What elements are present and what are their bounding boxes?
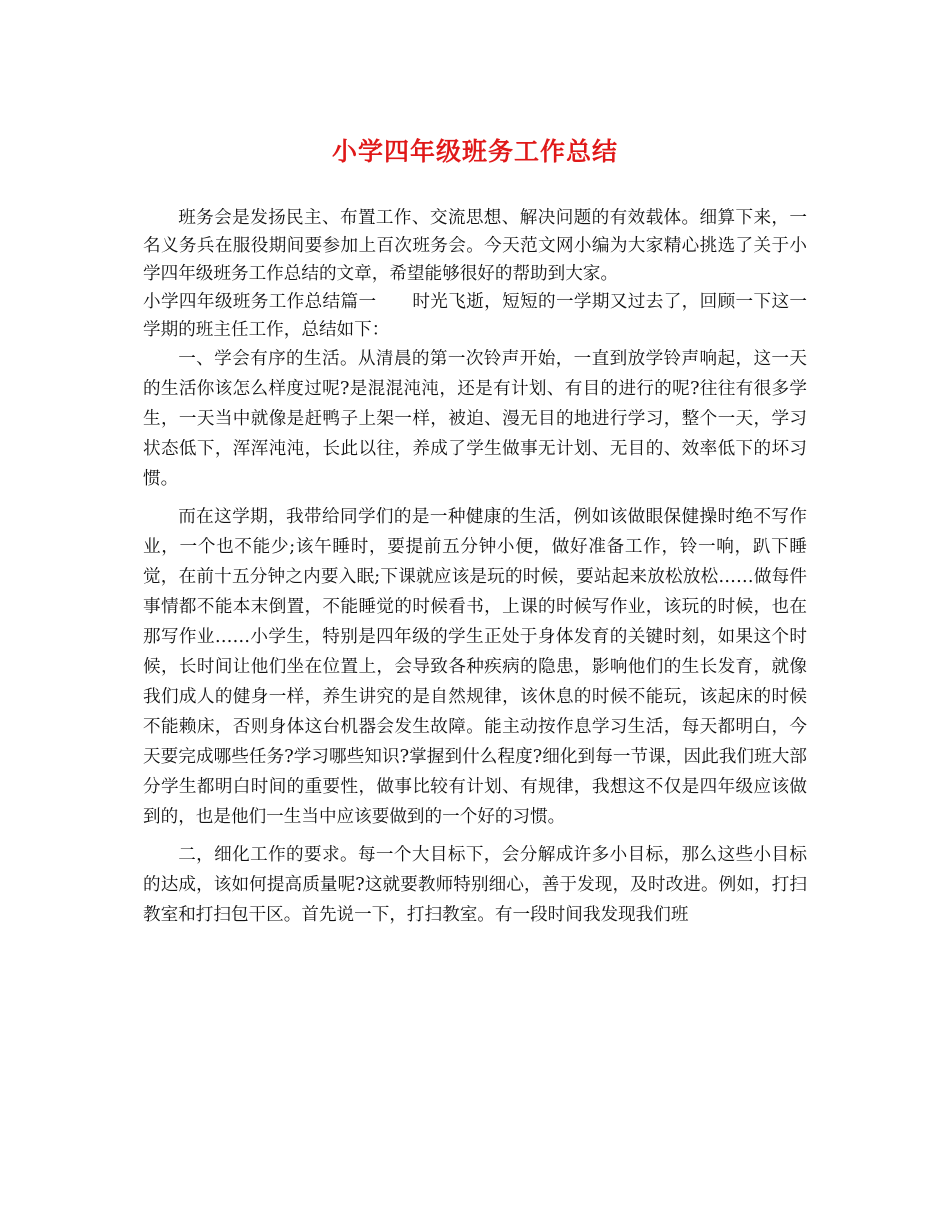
- body-paragraph-3: 二，细化工作的要求。每一个大目标下，会分解成许多小目标，那么这些小目标的达成，该如何提高质量呢?这就要教师特别细心，善于发现，及时改进。例如，打扫教室和打扫包干区。首先说一下，打扫教室。有一段时间我发现我们班: [143, 845, 807, 925]
- intro-paragraph: 班务会是发扬民主、布置工作、交流思想、解决问题的有效载体。细算下来，一名义务兵在服役期间要参加上百次班务会。今天范文网小编为大家精心挑选了关于小学四年级班务工作总结的文章，希望能够很好的帮助到大家。: [143, 208, 807, 284]
- body-paragraph-2: 而在这学期，我带给同学们的是一种健康的生活，例如该做眼保健操时绝不写作业，一个也不能少;该午睡时，要提前五分钟小便，做好准备工作，铃一响，趴下睡觉，在前十五分钟之内要入眠;下课就应该是玩的时候，要站起来放松放松……做每件事情都不能本末倒置，不能睡觉的时候看书，上课的时候写作业，该玩的时候，也在那写作业……小学生，特别是四年级的学生正处于身体发育的关键时刻，如果这个时候，长时间让他们坐在位置上，会导致各种疾病的隐患，影响他们的生长发育，就像我们成人的健身一样，养生讲究的是自然规律，该休息的时候不能玩，该起床的时候不能赖床，否则身体这台机器会发生故障。能主动按作息学习生活，每天都明白，今天要完成哪些任务?学习哪些知识?掌握到什么程度?细化到每一节课，因此我们班大部分学生都明白时间的重要性，做事比较有计划、有规律，我想这不仅是四年级应该做到的，也是他们一生当中应该要做到的一个好的习惯。: [143, 507, 807, 827]
- page-title: 小学四年级班务工作总结: [331, 137, 618, 166]
- document-body: [143, 204, 807, 930]
- section-heading-paragraph: 小学四年级班务工作总结篇一 时光飞逝，短短的一学期又过去了，回顾一下这一学期的班主任工作，总结如下：: [143, 292, 807, 340]
- body-paragraph-1: 一、学会有序的生活。从清晨的第一次铃声开始，一直到放学铃声响起，这一天的生活你该怎么样度过呢?是混混沌沌，还是有计划、有目的进行的呢?往往有很多学生，一天当中就像是赶鸭子上架一样，被迫、漫无目的地进行学习，整个一天，学习状态低下，浑浑沌沌，长此以往，养成了学生做事无计划、无目的、效率低下的坏习惯。: [143, 349, 807, 489]
